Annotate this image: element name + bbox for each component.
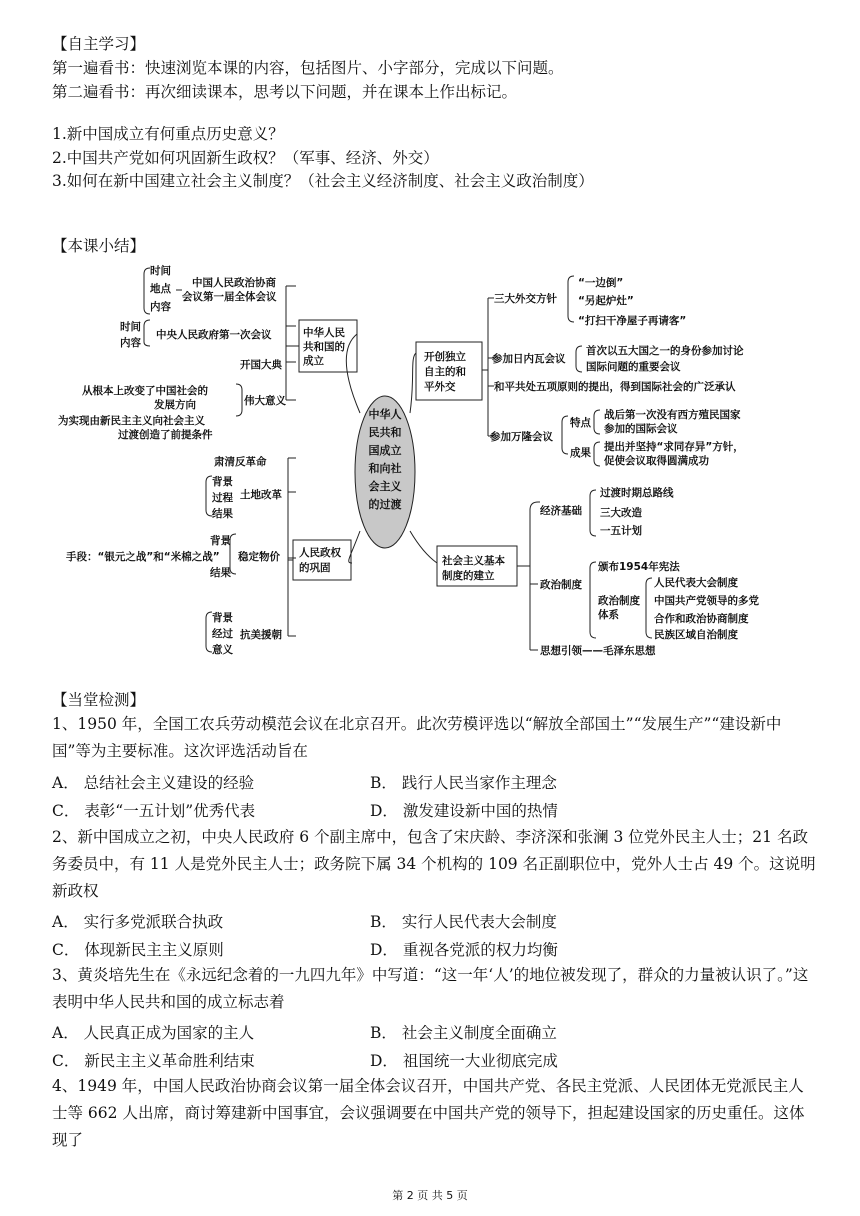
- b3-results-desc-1: 提出并坚持“求同存异”方针，: [604, 441, 744, 453]
- b3-policy-1: “一边倒”: [578, 277, 624, 289]
- b1-significance: 伟大意义: [244, 395, 286, 407]
- test-q2-option-a: A． 实行多党派联合执政: [52, 913, 224, 931]
- b1-sig1-1: 从根本上改变了中国社会的: [82, 385, 208, 397]
- b2-counter-rev: 肃清反革命: [214, 456, 267, 468]
- b3-features: 特点: [570, 417, 591, 429]
- b1-sig2-2: 过渡创造了前提条件: [118, 429, 213, 441]
- center-label-1: 中华人: [368, 408, 402, 421]
- b1-title-2: 共和国的: [303, 341, 345, 353]
- center-label-4: 和向社: [368, 462, 402, 475]
- b4-system-item-3: 合作和政治协商制度: [654, 613, 749, 625]
- b2-war-sub-1: 背景: [212, 612, 233, 624]
- b3-geneva: 参加日内瓦会议: [492, 353, 566, 365]
- b1-sig2-1: 为实现由新民主主义向社会主义: [58, 415, 205, 427]
- read-first: 第一遍看书：快速浏览本课的内容，包括图片、小字部分，完成以下问题。: [52, 59, 564, 77]
- b1-meeting1-1: 中国人民政治协商: [192, 277, 276, 289]
- b2-price-sub-1: 背景: [210, 535, 231, 547]
- b4-econ-3: 一五计划: [600, 525, 642, 537]
- b1-meeting2: 中央人民政府第一次会议: [156, 329, 272, 341]
- question-3: 3.如何在新中国建立社会主义制度？（社会主义经济制度、社会主义政治制度）: [52, 172, 594, 190]
- test-q1-option-d: D． 激发建设新中国的热情: [370, 802, 558, 820]
- b4-constitution: 颁布1954年宪法: [598, 561, 680, 573]
- b3-geneva-desc-1: 首次以五大国之一的身份参加讨论: [586, 345, 744, 357]
- b1-title-3: 成立: [303, 355, 324, 367]
- b1-sig1-2: 发展方向: [154, 399, 196, 411]
- b3-title-1: 开创独立: [424, 351, 466, 363]
- b3-features-desc-2: 参加的国际会议: [604, 423, 678, 435]
- b2-price-sub-3: 结果: [210, 567, 231, 579]
- b2-land-reform: 土地改革: [240, 489, 282, 501]
- b2-title-2: 的巩固: [299, 562, 331, 574]
- test-q2-option-b: B． 实行人民代表大会制度: [370, 913, 557, 931]
- b2-land-sub-1: 背景: [212, 476, 233, 488]
- center-label-5: 会主义: [368, 480, 402, 493]
- b4-ideology: 思想引领——毛泽东思想: [540, 645, 656, 657]
- b3-bandung: 参加万隆会议: [490, 431, 553, 443]
- b2-price-means: 手段：“银元之战”和“米棉之战”: [66, 551, 220, 563]
- test-q1-stem: 1、1950 年，全国工农兵劳动模范会议在北京召开。此次劳模评选以“解放全部国土”“发展生产”“建设新中国”等为主要标准。这次评选活动旨在: [52, 715, 782, 760]
- b3-policy-2: “另起炉灶”: [578, 295, 634, 307]
- b1-content2: 内容: [120, 337, 141, 349]
- b3-policy-3: “打扫干净屋子再请客”: [578, 315, 687, 327]
- b1-place: 地点: [150, 283, 171, 295]
- b4-system-item-4: 民族区域自治制度: [654, 629, 738, 641]
- test-heading: 【当堂检测】: [52, 691, 146, 709]
- b1-time2: 时间: [120, 321, 141, 333]
- b2-stabilize-prices: 稳定物价: [238, 551, 280, 563]
- test-q3-option-a: A． 人民真正成为国家的主人: [52, 1024, 255, 1042]
- b1-content: 内容: [150, 301, 171, 313]
- page-footer: 第 2 页 共 5 页: [392, 1189, 468, 1202]
- test-q3-option-d: D． 祖国统一大业彻底完成: [370, 1052, 558, 1070]
- test-q2-option-c: C． 体现新民主主义原则: [52, 941, 224, 959]
- b3-policy: 三大外交方针: [494, 293, 557, 305]
- b2-land-sub-3: 结果: [212, 508, 233, 520]
- test-q3-option-b: B． 社会主义制度全面确立: [370, 1024, 557, 1042]
- test-q3-option-c: C． 新民主主义革命胜利结束: [52, 1052, 255, 1070]
- b1-title-1: 中华人民: [303, 327, 345, 339]
- b1-meeting1-2: 会议第一届全体会议: [182, 291, 277, 303]
- b3-results-desc-2: 促使会议取得圆满成功: [604, 455, 709, 467]
- center-label-3: 国成立: [368, 444, 402, 457]
- b2-land-sub-2: 过程: [212, 492, 233, 504]
- b4-econ-1: 过渡时期总路线: [600, 487, 674, 499]
- center-label-2: 民共和: [368, 426, 402, 439]
- b4-title-1: 社会主义基本: [442, 555, 505, 567]
- b4-econ: 经济基础: [540, 505, 582, 517]
- test-q3-stem: 3、黄炎培先生在《永远纪念着的一九四九年》中写道：“这一年‘人’的地位被发现了，群众的力量被认识了。”这表明中华人民共和国的成立标志着: [52, 966, 809, 1011]
- b3-title-2: 自主的和: [424, 366, 466, 378]
- b4-system-item-1: 人民代表大会制度: [654, 577, 738, 589]
- b3-results: 成果: [570, 447, 591, 459]
- mind-map: [0, 258, 860, 668]
- b1-time: 时间: [150, 265, 171, 277]
- question-1: 1.新中国成立有何重点历史意义？: [52, 125, 284, 143]
- b4-econ-2: 三大改造: [600, 507, 642, 519]
- test-q1-option-c: C． 表彰“一五计划”优秀代表: [52, 802, 256, 820]
- b4-system-1: 政治制度: [598, 595, 640, 607]
- test-q1-option-b: B． 践行人民当家作主理念: [370, 774, 557, 792]
- center-label-6: 的过渡: [368, 498, 402, 511]
- summary-heading: 【本课小结】: [52, 237, 146, 255]
- read-second: 第二遍看书：再次细读课本，思考以下问题，并在课本上作出标记。: [52, 83, 518, 101]
- b3-features-desc-1: 战后第一次没有西方殖民国家: [604, 409, 741, 421]
- b4-system-2: 体系: [598, 609, 619, 621]
- b3-five-principles: 和平共处五项原则的提出，得到国际社会的广泛承认: [494, 381, 736, 393]
- test-q2-option-d: D． 重视各党派的权力均衡: [370, 941, 558, 959]
- test-q1-option-a: A． 总结社会主义建设的经验: [52, 774, 255, 792]
- self-study-heading: 【自主学习】: [52, 35, 146, 53]
- b4-politics: 政治制度: [540, 579, 582, 591]
- question-2: 2.中国共产党如何巩固新生政权？（军事、经济、外交）: [52, 149, 439, 167]
- b2-war-sub-3: 意义: [212, 644, 233, 656]
- b4-system-item-2: 中国共产党领导的多党: [654, 595, 759, 607]
- b4-title-2: 制度的建立: [442, 570, 495, 582]
- test-q4-stem: 4、1949 年，中国人民政治协商会议第一届全体会议召开，中国共产党、各民主党派、人民团体无党派民主人士等 662 人出席，商讨筹建新中国事宜，会议强调要在中国共产党的领导下，担起建设国家的历史重任。这体现了: [52, 1077, 805, 1149]
- b3-geneva-desc-2: 国际问题的重要会议: [586, 361, 681, 373]
- b2-title-1: 人民政权: [299, 547, 341, 559]
- b2-korean-war: 抗美援朝: [240, 629, 282, 641]
- test-q2-stem: 2、新中国成立之初，中央人民政府 6 个副主席中，包含了宋庆龄、李济深和张澜 3 位党外民主人士；21 名政务委员中，有 11 人是党外民主人士；政务院下属 34 个机构的 109 名正副职位中，党外人士占 49 个。这说明新政权: [52, 828, 816, 900]
- b2-war-sub-2: 经过: [212, 628, 233, 640]
- b1-founding-ceremony: 开国大典: [240, 359, 282, 371]
- b3-title-3: 平外交: [424, 381, 456, 393]
